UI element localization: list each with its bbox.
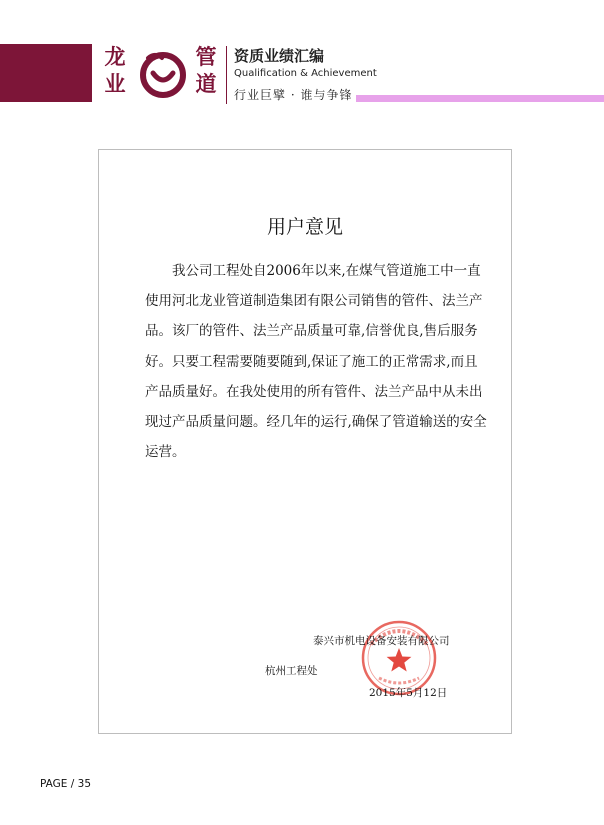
header-color-bar xyxy=(0,44,92,102)
page-number: PAGE / 35 xyxy=(40,778,92,790)
header-title: 资质业绩汇编 xyxy=(234,47,325,65)
header-divider xyxy=(226,46,227,104)
document-frame xyxy=(98,149,512,734)
signature-date: 2015年5月12日 xyxy=(369,687,448,699)
document-title: 用户意见 xyxy=(266,216,343,238)
header-subtitle: Qualification & Achievement xyxy=(234,68,377,79)
signature-company: 泰兴市机电设备安装有限公司 xyxy=(313,635,450,647)
document-body xyxy=(145,256,491,467)
logo-icon xyxy=(138,50,188,98)
document-paragraph: 我公司工程处自2006年以来,在煤气管道施工中一直使用河北龙业管道制造集团有限公司销售的管件、法兰产品。该厂的管件、法兰产品质量可靠,信誉优良,售后服务好。只要工程需要随要随到,保证了施工的正常需求,而且产品质量好。在我处使用的所有管件、法兰产品中从未出现过产品质量问题。经几年的运行,确保了管道输送的安全运营。 xyxy=(145,263,487,461)
logo-text-longye: 龙业 xyxy=(104,45,126,96)
header-accent-strip xyxy=(356,95,604,102)
header-slogan: 行业巨擘 · 谁与争锋 xyxy=(234,88,353,102)
signature-department: 杭州工程处 xyxy=(265,665,318,677)
logo-text-guandao: 管道 xyxy=(195,45,217,96)
